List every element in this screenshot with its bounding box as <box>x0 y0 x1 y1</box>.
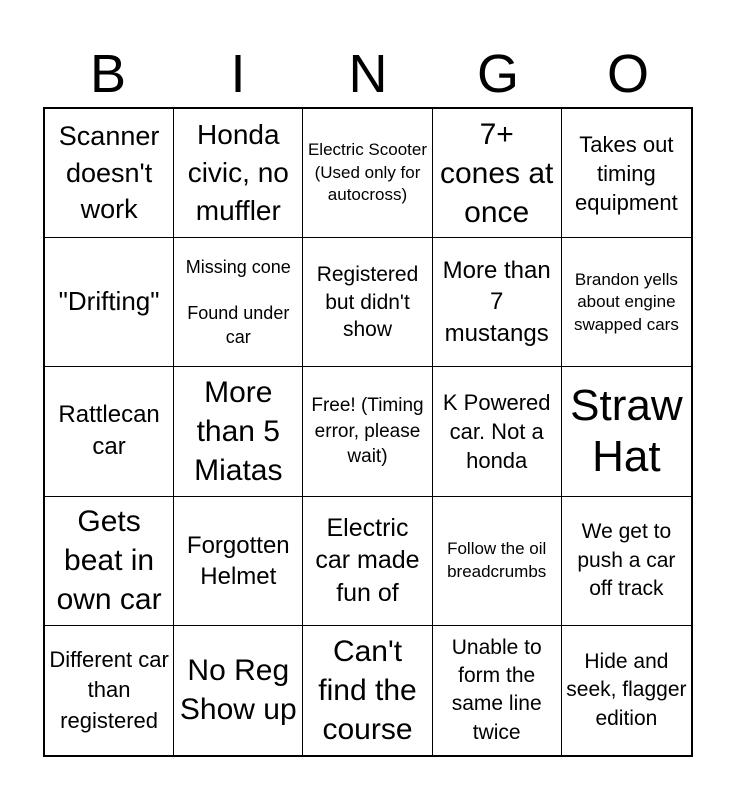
cell-text: Missing cone Found under car <box>185 256 291 347</box>
cell-text: Unable to form the same line twice <box>451 635 542 744</box>
cell-text: More than 7 mustangs <box>442 256 551 348</box>
bingo-header <box>43 40 693 108</box>
bingo-cell[interactable] <box>303 238 432 367</box>
header-letter-g: G <box>476 44 519 104</box>
bingo-cell[interactable] <box>174 626 303 755</box>
bingo-cell[interactable] <box>433 367 562 496</box>
bingo-cell[interactable] <box>562 497 691 626</box>
bingo-cell[interactable] <box>45 626 174 755</box>
bingo-cell[interactable] <box>562 367 691 496</box>
cell-text: Electric Scooter (Used only for autocross) <box>307 140 428 205</box>
cell-text: We get to push a car off track <box>577 520 676 600</box>
header-letter-b: B <box>89 44 127 104</box>
cell-text: Rattlecan car <box>58 401 160 461</box>
cell-text: Brandon yells about engine swapped cars <box>573 269 679 334</box>
cell-text: Honda civic, no muffler <box>187 119 289 226</box>
bingo-cell[interactable] <box>45 109 174 238</box>
bingo-cell[interactable] <box>45 367 174 496</box>
bingo-cell[interactable] <box>303 109 432 238</box>
cell-text: "Drifting" <box>58 286 160 317</box>
cell-text: Scanner doesn't work <box>58 121 160 225</box>
bingo-cell[interactable] <box>174 497 303 626</box>
cell-text: Straw Hat <box>570 380 683 482</box>
cell-text: Gets beat in own car <box>56 505 162 617</box>
bingo-cell[interactable] <box>45 497 174 626</box>
bingo-cell[interactable] <box>174 109 303 238</box>
cell-text: Takes out timing equipment <box>575 131 678 215</box>
bingo-cell[interactable] <box>433 497 562 626</box>
cell-text: 7+ cones at once <box>439 117 554 229</box>
cell-text: Follow the oil breadcrumbs <box>447 538 547 581</box>
bingo-cell[interactable] <box>562 626 691 755</box>
bingo-cell[interactable] <box>303 367 432 496</box>
cell-text: No Reg Show up <box>179 654 297 727</box>
bingo-cell[interactable] <box>174 238 303 367</box>
cell-text: More than 5 Miatas <box>194 375 283 487</box>
header-letter-i: I <box>230 44 246 104</box>
bingo-cell[interactable] <box>433 109 562 238</box>
bingo-cell[interactable] <box>45 238 174 367</box>
bingo-cell[interactable] <box>433 238 562 367</box>
cell-text: Registered but didn't show <box>316 263 419 341</box>
bingo-cell[interactable] <box>174 367 303 496</box>
bingo-cell[interactable] <box>303 497 432 626</box>
cell-text: Electric car made fun of <box>315 513 420 607</box>
cell-text: K Powered car. Not a honda <box>442 389 551 473</box>
bingo-cell[interactable] <box>303 626 432 755</box>
bingo-cell[interactable] <box>433 626 562 755</box>
header-letter-o: O <box>606 44 649 104</box>
cell-text: Forgotten Helmet <box>186 531 290 590</box>
header-letter-n: N <box>348 44 388 104</box>
cell-text: Free! (Timing error, please wait) <box>311 395 424 468</box>
bingo-cell[interactable] <box>562 109 691 238</box>
cell-text: Can't find the course <box>318 634 417 746</box>
cell-text: Hide and seek, flagger edition <box>566 649 687 730</box>
bingo-board <box>43 107 693 757</box>
cell-text: Different car than registered <box>49 646 169 733</box>
bingo-cell[interactable] <box>562 238 691 367</box>
